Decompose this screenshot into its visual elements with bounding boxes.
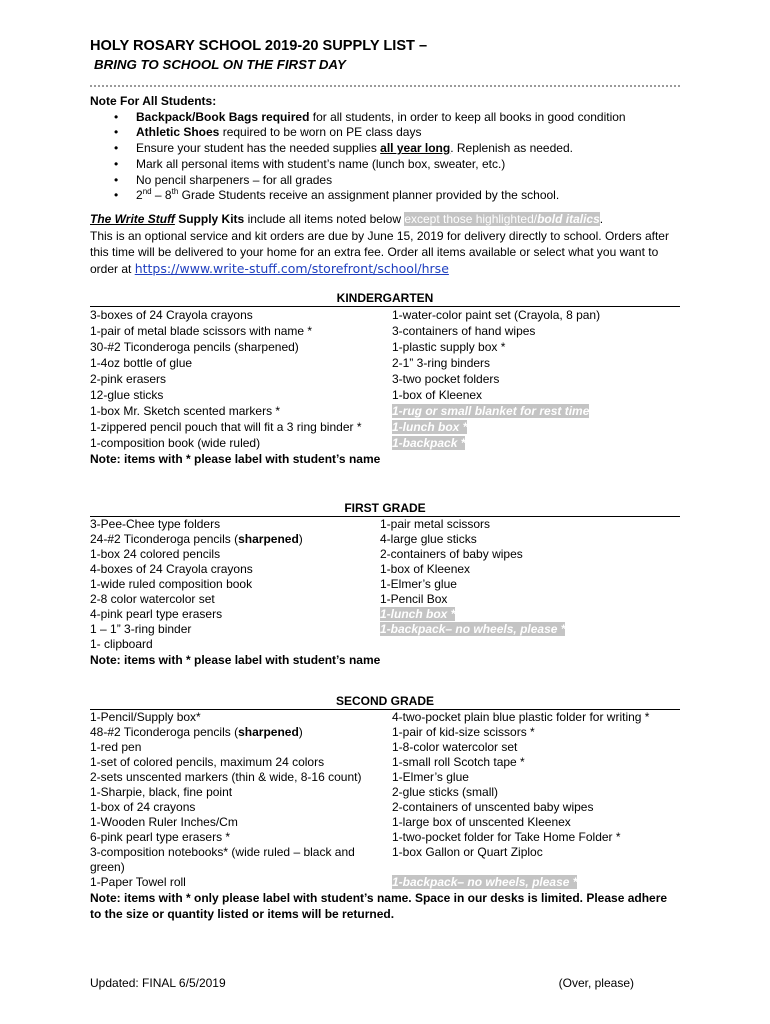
list-item: 4-boxes of 24 Crayola crayons (90, 562, 253, 577)
list-item-highlighted: 1-backpack– no wheels, please * (392, 875, 578, 890)
list-item: 4-two-pocket plain blue plastic folder for writing * (392, 710, 650, 725)
list-item: 1-red pen (90, 740, 142, 755)
first-grade-section (90, 501, 680, 668)
list-item: 4-pink pearl type erasers (90, 607, 223, 622)
list-item: 1- clipboard (90, 637, 153, 652)
list-item: 2-glue sticks (small) (392, 785, 499, 800)
highlight-note: except those highlighted/ (404, 212, 538, 227)
list-item: 2-1” 3-ring binders (392, 356, 491, 371)
list-item: 1-pair of metal blade scissors with name * (90, 324, 313, 339)
list-item: 1-plastic supply box * (392, 340, 506, 355)
kindergarten-note: Note: items with * please label with student’s name (90, 452, 381, 467)
list-item: 1-pair of kid-size scissors * (392, 725, 535, 740)
second-grade-columns (90, 710, 680, 890)
kindergarten-section (90, 291, 680, 467)
list-item: 1-zippered pencil pouch that will fit a 3 ring binder * (90, 420, 362, 435)
supply-kits-paragraph: The Write Stuff Supply Kits include all items noted below except those highlighted/bold italics. This is an optional service and kit orders are due by June 15, 2019 for delivery directly to school. Orders after this time will be delivered to your home for an extra fee. Order all items available or select what you want to order at https://www.write-stuff.com/storefront/school/hrse (90, 212, 669, 276)
over-please-label: (Over, please) (558, 976, 634, 990)
list-item: 3-two pocket folders (392, 372, 500, 387)
note-athletic-shoes: • Athletic Shoes required to be worn on PE class days (136, 125, 680, 141)
list-item-highlighted: 1-lunch box * (392, 420, 468, 435)
list-item: 1-Elmer’s glue (380, 577, 457, 592)
updated-label: Updated: FINAL 6/5/2019 (90, 976, 226, 990)
first-grade-title: FIRST GRADE (344, 501, 426, 516)
list-item: 1-box of 24 crayons (90, 800, 196, 815)
list-item: 1 – 1” 3-ring binder (90, 622, 192, 637)
kindergarten-right-column (392, 307, 600, 451)
second-grade-title: SECOND GRADE (335, 694, 434, 709)
list-item: 1-Pencil Box (380, 592, 448, 607)
list-item: 1-box Mr. Sketch scented markers * (90, 404, 281, 419)
supply-list-page (90, 38, 680, 922)
list-item: 3-composition notebooks* (wide ruled – black and green) (90, 845, 355, 875)
notes-list (90, 110, 680, 205)
list-item: 2-pink erasers (90, 372, 167, 387)
note-supplies-all-year: • Ensure your student has the needed supplies all year long. Replenish as needed. (136, 141, 680, 157)
first-grade-left-column (90, 517, 380, 652)
list-item: 3-boxes of 24 Crayola crayons (90, 308, 253, 323)
notes-heading: Note For All Students: (90, 94, 217, 108)
list-item: 2-sets unscented markers (thin & wide, 8-16 count) (90, 770, 362, 785)
note-mark-items: • Mark all personal items with student’s name (lunch box, sweater, etc.) (136, 157, 680, 173)
list-item: 4-large glue sticks (380, 532, 477, 547)
kindergarten-title: KINDERGARTEN (336, 291, 434, 306)
list-item: 12-glue sticks (90, 388, 164, 403)
first-grade-columns (90, 517, 680, 652)
write-stuff-brand: The Write Stuff (90, 212, 175, 227)
list-item: 1-box 24 colored pencils (90, 547, 221, 562)
page-footer (90, 976, 634, 990)
page-title: HOLY ROSARY SCHOOL 2019-20 SUPPLY LIST – (90, 38, 428, 54)
kindergarten-columns (90, 307, 680, 451)
list-item: 1-box of Kleenex (392, 388, 483, 403)
page-subtitle: BRING TO SCHOOL ON THE FIRST DAY (94, 57, 346, 72)
second-grade-note: Note: items with * only please label with student’s name. Space in our desks is limited. Please adhere to the size or quantity listed or items will be returned. (90, 891, 668, 922)
list-item: 3-containers of hand wipes (392, 324, 536, 339)
list-item: 6-pink pearl type erasers * (90, 830, 231, 845)
list-item: 1-wide ruled composition book (90, 577, 253, 592)
list-item: 1-8-color watercolor set (392, 740, 518, 755)
list-item: 1-two-pocket folder for Take Home Folder * (392, 830, 621, 845)
list-item: 1-Sharpie, black, fine point (90, 785, 233, 800)
list-item: 1-Elmer’s glue (392, 770, 469, 785)
list-item: 2-8 color watercolor set (90, 592, 215, 607)
note-planner: • 2nd – 8th Grade Students receive an assignment planner provided by the school. (136, 188, 680, 204)
list-item: 1-water-color paint set (Crayola, 8 pan) (392, 308, 601, 323)
list-item: 48-#2 Ticonderoga pencils (sharpened) (90, 725, 303, 740)
list-item: 1-pair metal scissors (380, 517, 491, 532)
list-item-spacer (392, 860, 649, 875)
highlight-note-bold: bold italics (537, 212, 600, 227)
list-item: 1-set of colored pencils, maximum 24 colors (90, 755, 325, 770)
list-item: 1-small roll Scotch tape * (392, 755, 525, 770)
note-backpack: • Backpack/Book Bags required for all students, in order to keep all books in good condition (136, 110, 680, 126)
second-grade-right-column (392, 710, 649, 890)
list-item-highlighted: 1-backpack * (392, 436, 466, 451)
kindergarten-left-column (90, 307, 392, 451)
first-grade-note: Note: items with * please label with student’s name (90, 653, 381, 668)
list-item: 2-containers of unscented baby wipes (392, 800, 594, 815)
list-item: 1-Wooden Ruler Inches/Cm (90, 815, 238, 830)
note-no-sharpeners: • No pencil sharpeners – for all grades (136, 173, 680, 189)
second-grade-left-column (90, 710, 392, 890)
list-item: 24-#2 Ticonderoga pencils (sharpened) (90, 532, 303, 547)
list-item: 1-box of Kleenex (380, 562, 471, 577)
dotted-divider (90, 85, 680, 87)
list-item: 1-4oz bottle of glue (90, 356, 193, 371)
list-item: 30-#2 Ticonderoga pencils (sharpened) (90, 340, 299, 355)
list-item: 1-large box of unscented Kleenex (392, 815, 571, 830)
list-item: 3-Pee-Chee type folders (90, 517, 221, 532)
list-item: 1-composition book (wide ruled) (90, 436, 261, 451)
list-item-highlighted: 1-backpack– no wheels, please * (380, 622, 566, 637)
list-item-highlighted: 1-rug or small blanket for rest time (392, 404, 590, 419)
list-item: 1-Pencil/Supply box* (90, 710, 201, 725)
write-stuff-link[interactable]: https://www.write-stuff.com/storefront/school/hrse (134, 260, 449, 276)
list-item: 1-box Gallon or Quart Ziploc (392, 845, 543, 860)
first-grade-right-column (380, 517, 565, 652)
list-item-highlighted: 1-lunch box * (380, 607, 456, 622)
list-item: 1-Paper Towel roll (90, 875, 186, 890)
list-item: 2-containers of baby wipes (380, 547, 523, 562)
second-grade-section (90, 694, 680, 922)
